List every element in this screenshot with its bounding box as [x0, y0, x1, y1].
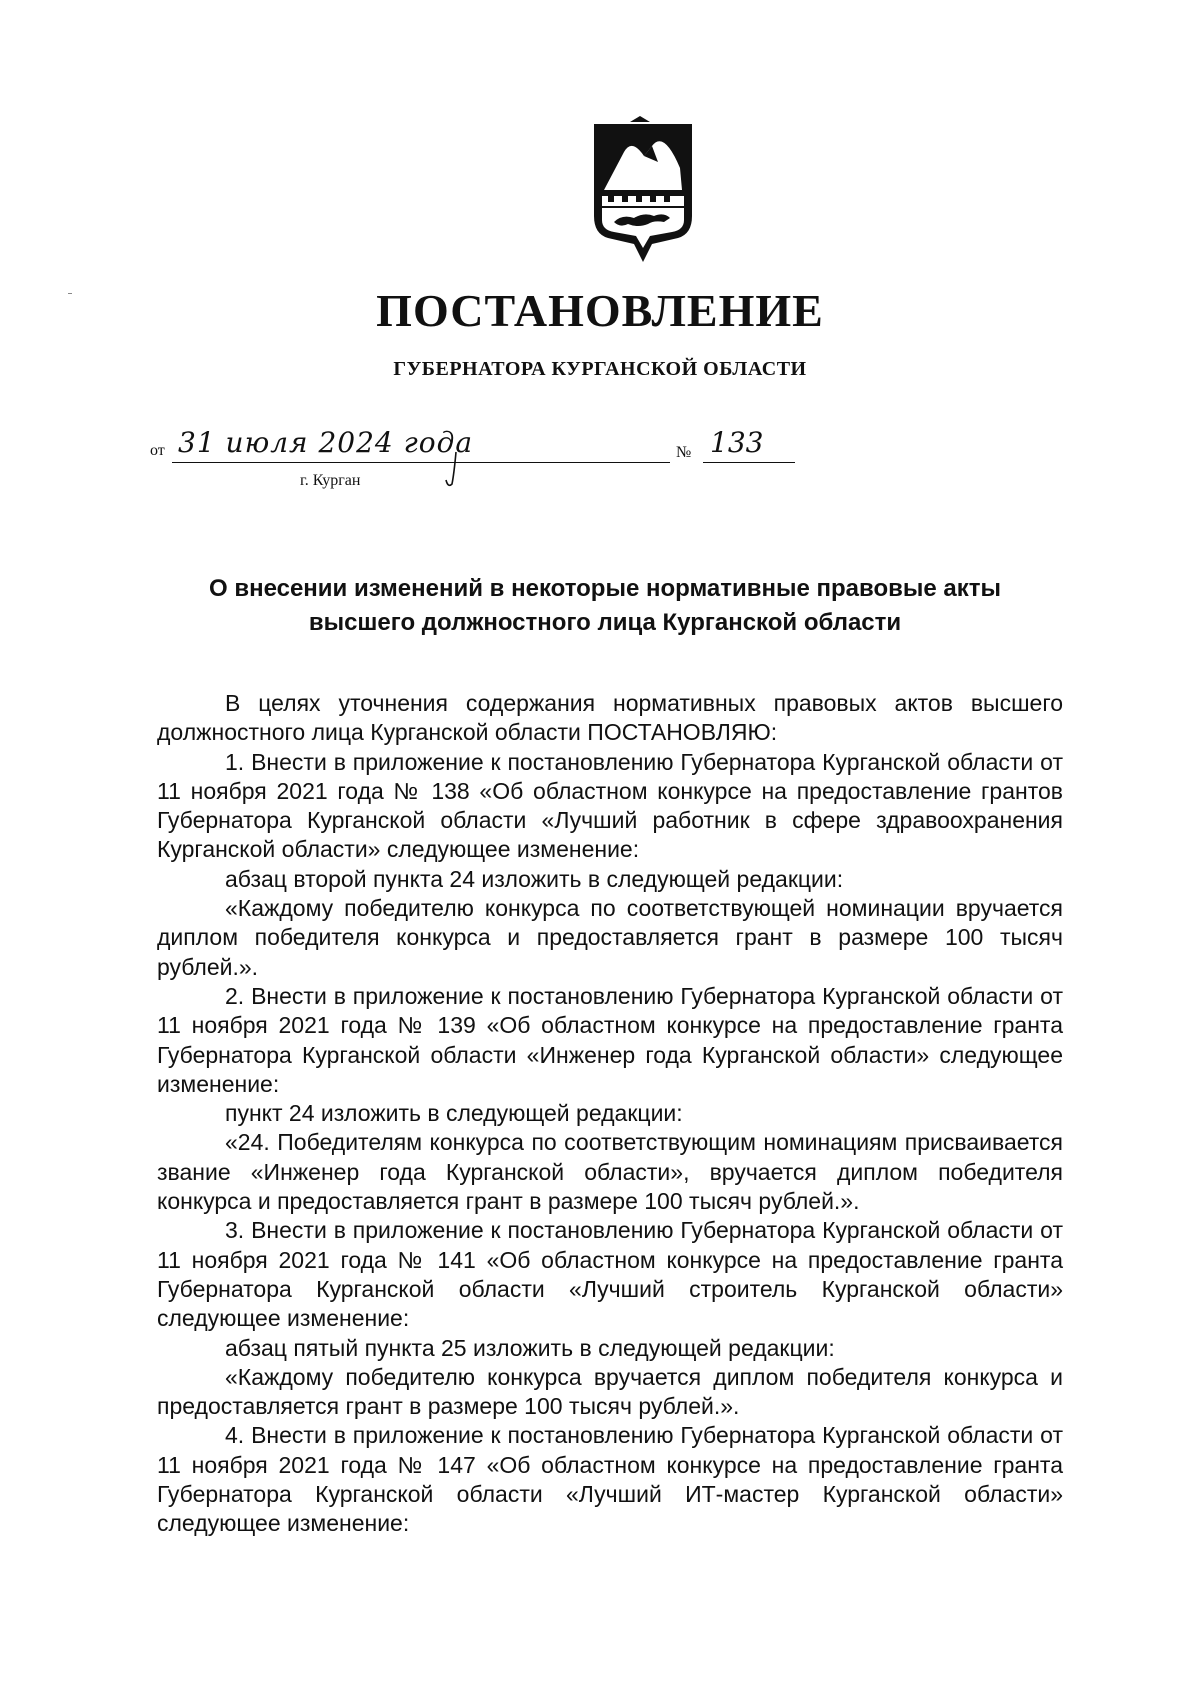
- handwritten-number: 133: [710, 426, 764, 459]
- paragraph: абзац второй пункта 24 изложить в следующей редакции:: [225, 865, 844, 892]
- paragraph: 3. Внести в приложение к постановлению Губернатора Курганской области от 11 ноября 2021 года № 141 «Об областном конкурсе на предоставление гранта Губернатора Курганской области «Лучший строитель Курганской области» следующее изменение:: [157, 1217, 1063, 1332]
- handwritten-date: 31 июля 2024 года: [178, 426, 474, 459]
- number-label: №: [676, 444, 692, 461]
- paragraph: 4. Внести в приложение к постановлению Губернатора Курганской области от 11 ноября 2021 года № 147 «Об областном конкурсе на предоставление гранта Губернатора Курганской области «Лучший ИТ-мастер Курганской области» следующее изменение:: [157, 1422, 1063, 1537]
- paragraph: 2. Внести в приложение к постановлению Губернатора Курганской области от 11 ноября 2021 года № 139 «Об областном конкурсе на предоставление гранта Губернатора Курганской области «Инженер года Курганской области» следующее изменение:: [157, 982, 1063, 1097]
- document-heading: О внесении изменений в некоторые нормативные правовые акты высшего должностного лица Курганской области: [208, 575, 1001, 636]
- paragraph: «24. Победителям конкурса по соответствующим номинациям присваивается звание «Инженер года Курганской области», вручается диплом победителя конкурса и предоставляется грант в размере 100 тысяч рублей.».: [157, 1129, 1063, 1215]
- handwriting-stroke-icon: [442, 450, 462, 490]
- paragraph: «Каждому победителю конкурса вручается диплом победителя конкурса и предоставляется грант в размере 100 тысяч рублей.».: [157, 1363, 1063, 1420]
- date-underline: [172, 462, 670, 463]
- paragraph: «Каждому победителю конкурса по соответствующей номинации вручается диплом победителя конкурса и предоставляется грант в размере 100 тысяч рублей.».: [157, 895, 1063, 980]
- coat-of-arms-icon: [592, 116, 694, 264]
- document-type-title: ПОСТАНОВЛЕНИЕ: [376, 285, 824, 336]
- city-name: г. Курган: [300, 472, 361, 489]
- document-body: [157, 689, 1063, 1539]
- issuer-subtitle: ГУБЕРНАТОРА КУРГАНСКОЙ ОБЛАСТИ: [393, 358, 807, 380]
- date-from-label: от: [150, 442, 165, 459]
- paragraph: В целях уточнения содержания нормативных правовых актов высшего должностного лица Курганской области ПОСТАНОВЛЯЮ:: [157, 690, 1063, 746]
- coat-of-arms-emblem: [592, 116, 694, 264]
- paragraph: абзац пятый пункта 25 изложить в следующей редакции:: [225, 1334, 835, 1361]
- paragraph: 1. Внести в приложение к постановлению Губернатора Курганской области от 11 ноября 2021 года № 138 «Об областном конкурсе на предоставление грантов Губернатора Курганской области «Лучший работник в сфере здравоохранения Курганской области» следующее изменение:: [157, 748, 1063, 863]
- date-number-line: [150, 426, 764, 512]
- number-underline: [703, 462, 795, 463]
- paragraph: пункт 24 изложить в следующей редакции:: [225, 1100, 683, 1127]
